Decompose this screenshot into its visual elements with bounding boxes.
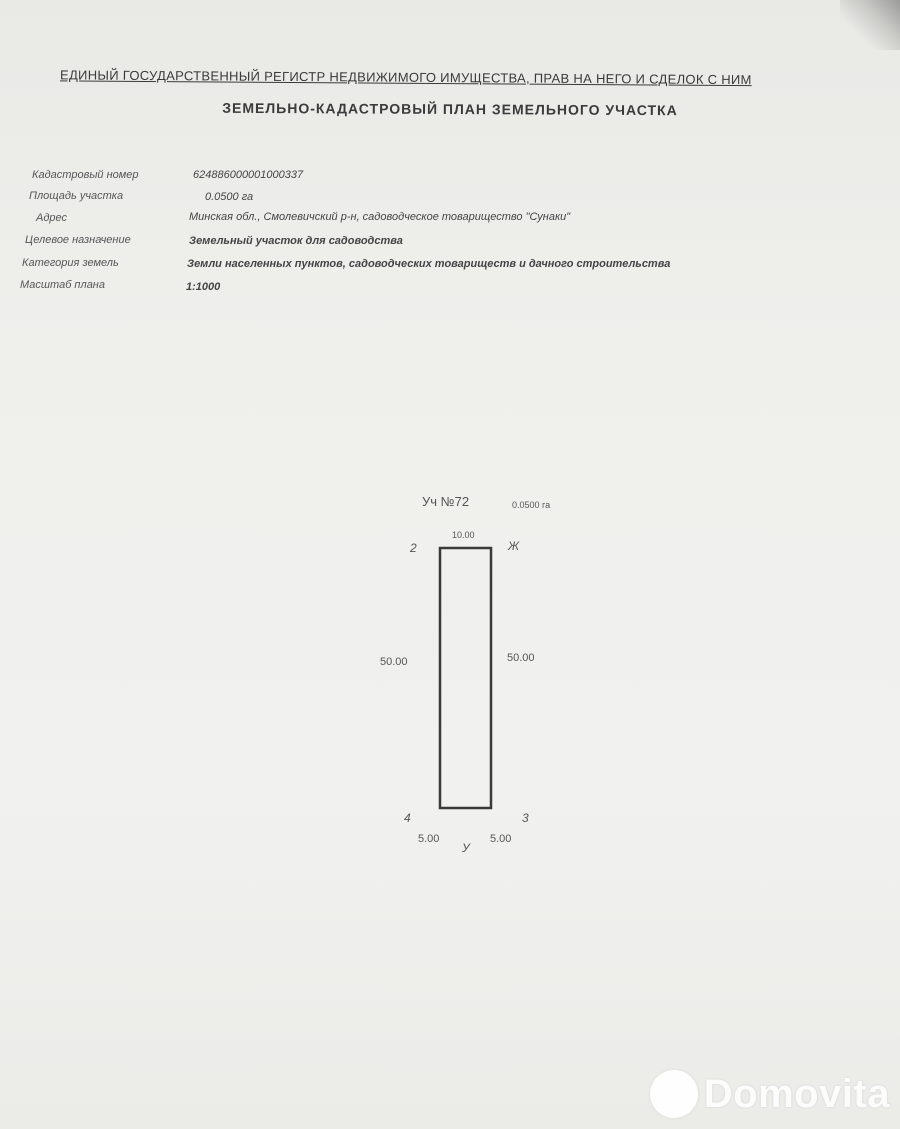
- address-label: Адрес: [36, 212, 68, 224]
- cadastral-number-label: Кадастровый номер: [32, 169, 139, 181]
- plot-area-note: 0.0500 га: [512, 500, 551, 510]
- area-value: 0.0500 га: [205, 191, 254, 203]
- land-category-value: Земли населенных пунктов, садоводческих товариществ и дачного строительства: [187, 258, 671, 270]
- plot-boundary: [440, 548, 491, 808]
- plot-caption: Уч №72: [422, 494, 470, 509]
- scale-label: Масштаб плана: [20, 279, 105, 291]
- purpose-label: Целевое назначение: [25, 234, 131, 246]
- corner-top-left: 2: [410, 541, 417, 555]
- address-value: Минская обл., Смолевичский р-н, садоводческое товарищество "Сунаки": [189, 211, 571, 223]
- top-side-length: 10.00: [452, 530, 475, 540]
- corner-top-right: Ж: [508, 539, 520, 553]
- land-category-label: Категория земель: [22, 257, 119, 269]
- bottom-left-length: 5.00: [418, 833, 440, 845]
- cadastral-number-value: 624886000001000337: [193, 169, 304, 181]
- purpose-value: Земельный участок для садоводства: [189, 235, 403, 247]
- domovita-brand: Domovita: [703, 1071, 890, 1116]
- right-side-length: 50.00: [507, 652, 535, 664]
- domovita-watermark: [650, 1070, 890, 1118]
- scale-value: 1:1000: [186, 281, 221, 293]
- area-label: Площадь участка: [29, 190, 124, 202]
- bottom-right-length: 5.00: [490, 833, 512, 845]
- domovita-logo-icon: [650, 1070, 698, 1118]
- corner-bottom-right: 3: [522, 811, 529, 825]
- document-title: ЗЕМЕЛЬНО-КАДАСТРОВЫЙ ПЛАН ЗЕМЕЛЬНОГО УЧАСТКА: [222, 99, 678, 119]
- bottom-mid-mark: У: [462, 841, 470, 855]
- corner-bottom-left: 4: [404, 811, 411, 825]
- left-side-length: 50.00: [380, 656, 408, 668]
- registry-heading: ЕДИНЫЙ ГОСУДАРСТВЕННЫЙ РЕГИСТР НЕДВИЖИМОГО ИМУЩЕСТВА, ПРАВ НА НЕГО И СДЕЛОК С НИМ: [59, 67, 752, 88]
